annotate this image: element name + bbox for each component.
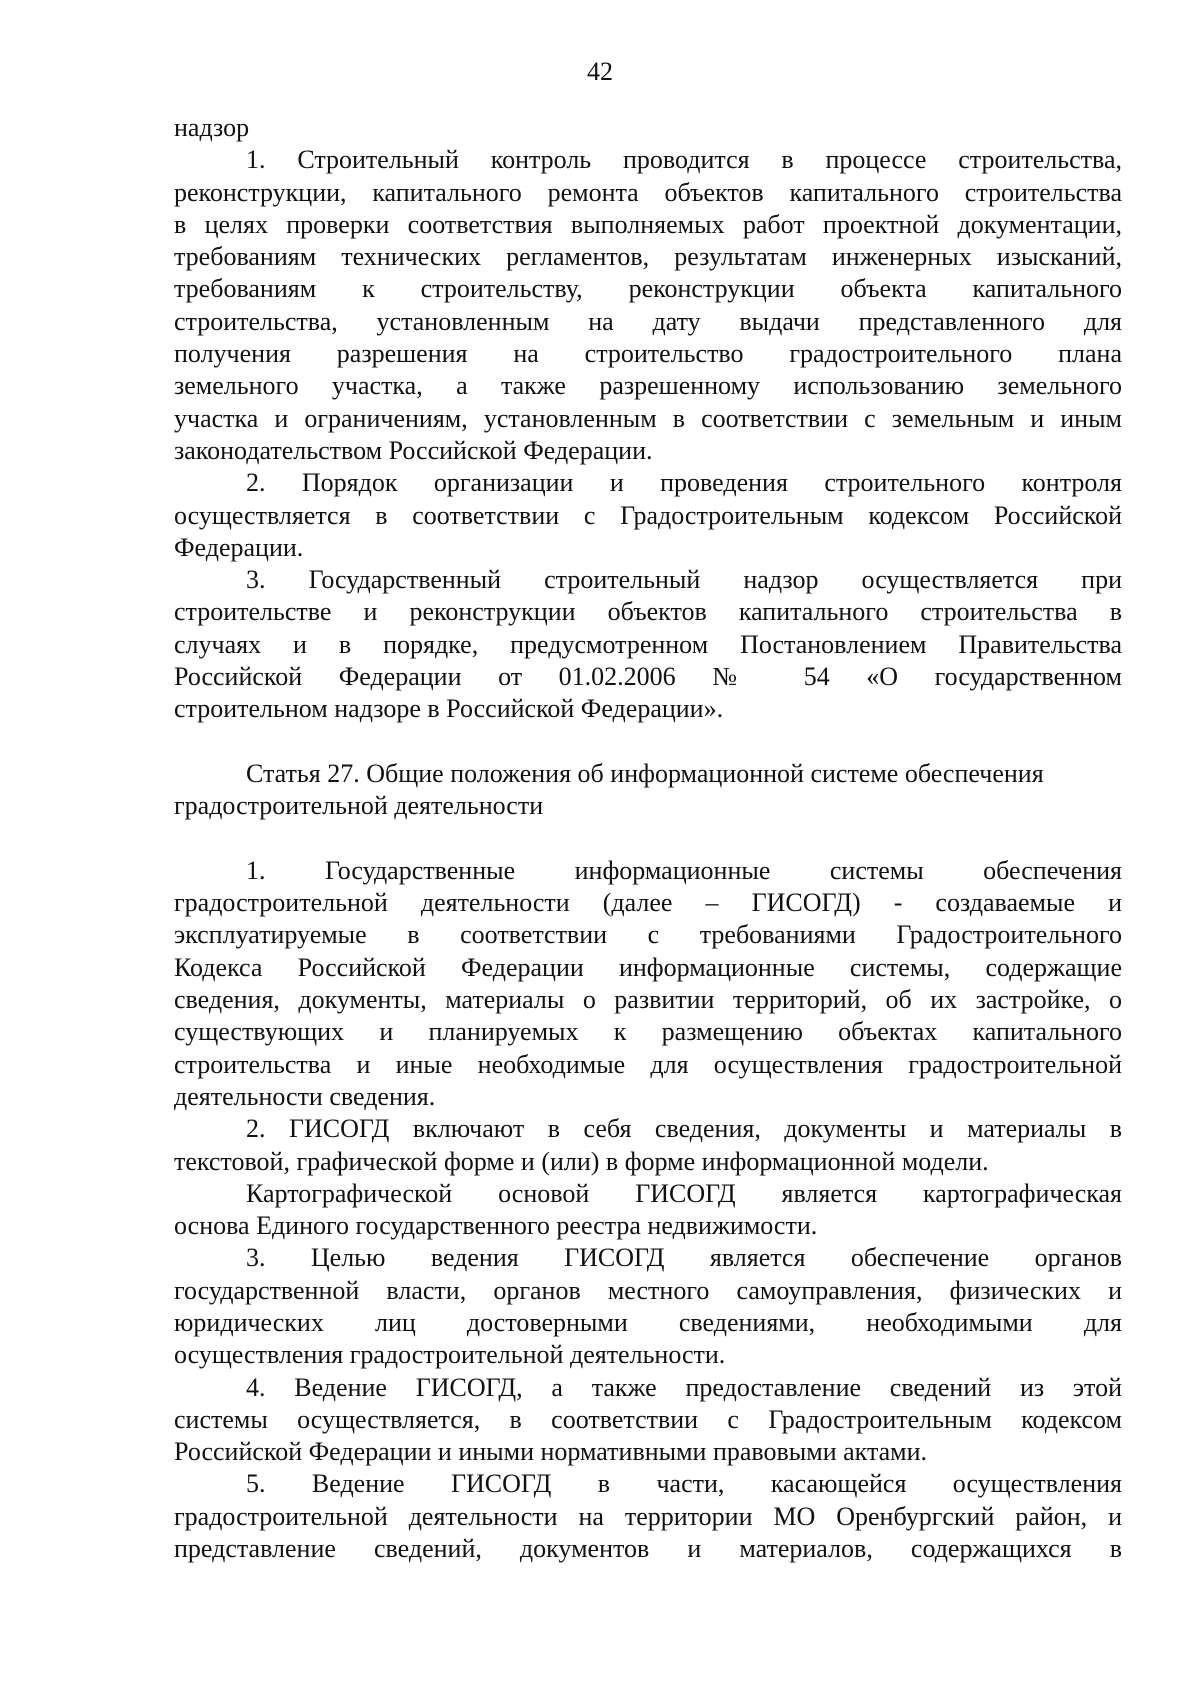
- text-line: 2. Порядок организации и проведения строительного контроля: [246, 468, 1122, 498]
- text-line: деятельности сведения.: [174, 1081, 436, 1111]
- text-line: Картографической основой ГИСОГД является картографическая: [246, 1178, 1122, 1208]
- page-number: 42: [587, 57, 613, 86]
- text-line: 1. Государственные информационные системы обеспечения: [246, 855, 1122, 885]
- text-line: земельного участка, а также разрешенному использованию земельного: [174, 371, 1122, 401]
- text-line: осуществления градостроительной деятельности.: [174, 1340, 726, 1370]
- paragraph-gap: [174, 726, 1122, 758]
- text-line: существующих и планируемых к размещению объектах капитального: [174, 1017, 1122, 1047]
- text-line: градостроительной деятельности на территории МО Оренбургский район, и: [174, 1501, 1122, 1531]
- text-line: текстовой, графической форме и (или) в форме информационной модели.: [174, 1146, 989, 1176]
- text-line: системы осуществляется, в соответствии с Градостроительным кодексом: [174, 1404, 1122, 1434]
- text-line: требованиям технических регламентов, результатам инженерных изысканий,: [174, 242, 1122, 272]
- text-line: представление сведений, документов и материалов, содержащихся в: [174, 1534, 1122, 1564]
- text-line: строительства и иные необходимые для осуществления градостроительной: [174, 1049, 1122, 1079]
- text-line: случаях и в порядке, предусмотренном Постановлением Правительства: [174, 629, 1122, 659]
- text-line: участка и ограничениям, установленным в соответствии с земельным и иным: [174, 403, 1122, 433]
- text-line: в целях проверки соответствия выполняемых работ проектной документации,: [174, 209, 1122, 239]
- text-line: основа Единого государственного реестра недвижимости.: [174, 1211, 818, 1241]
- document-body: [174, 112, 1122, 1565]
- text-line: градостроительной деятельности (далее – ГИСОГД) - создаваемые и: [174, 888, 1122, 918]
- text-line: законодательством Российской Федерации.: [174, 435, 653, 465]
- text-line: надзор: [174, 113, 250, 142]
- text-line: строительном надзоре в Российской Федерации».: [174, 694, 724, 724]
- text-line: 3. Целью ведения ГИСОГД является обеспечение органов: [246, 1243, 1122, 1273]
- text-line: 5. Ведение ГИСОГД в части, касающейся осуществления: [246, 1469, 1122, 1499]
- text-line: Российской Федерации и иными нормативными правовыми актами.: [174, 1437, 928, 1467]
- text-line: сведения, документы, материалы о развитии территорий, об их застройке, о: [174, 985, 1122, 1015]
- text-line: юридических лиц достоверными сведениями, необходимыми для: [174, 1307, 1122, 1337]
- article-heading: Статья 27. Общие положения об информационной системе обеспечения: [246, 758, 1044, 788]
- text-line: 4. Ведение ГИСОГД, а также предоставление сведений из этой: [246, 1372, 1122, 1402]
- text-line: строительства, установленным на дату выдачи представленного для: [174, 306, 1122, 336]
- text-line: государственной власти, органов местного самоуправления, физических и: [174, 1275, 1122, 1305]
- text-line: Российской Федерации от 01.02.2006 № 54 «О государственном: [174, 662, 1122, 692]
- text-line: 3. Государственный строительный надзор осуществляется при: [246, 565, 1122, 595]
- text-line: получения разрешения на строительство градостроительного плана: [174, 339, 1122, 369]
- text-line: эксплуатируемые в соответствии с требованиями Градостроительного: [174, 920, 1122, 950]
- text-line: осуществляется в соответствии с Градостроительным кодексом Российской: [174, 500, 1122, 530]
- text-line: 2. ГИСОГД включают в себя сведения, документы и материалы в: [246, 1114, 1122, 1144]
- article-heading-continued: градостроительной деятельности: [174, 791, 544, 821]
- text-line: 1. Строительный контроль проводится в процессе строительства,: [246, 145, 1122, 175]
- text-line: Федерации.: [174, 532, 304, 562]
- text-line: реконструкции, капитального ремонта объектов капитального строительства: [174, 177, 1122, 207]
- paragraph-gap: [174, 823, 1122, 855]
- text-line: Кодекса Российской Федерации информационные системы, содержащие: [174, 952, 1122, 982]
- text-line: строительстве и реконструкции объектов капитального строительства в: [174, 597, 1122, 627]
- text-line: требованиям к строительству, реконструкции объекта капитального: [174, 274, 1122, 304]
